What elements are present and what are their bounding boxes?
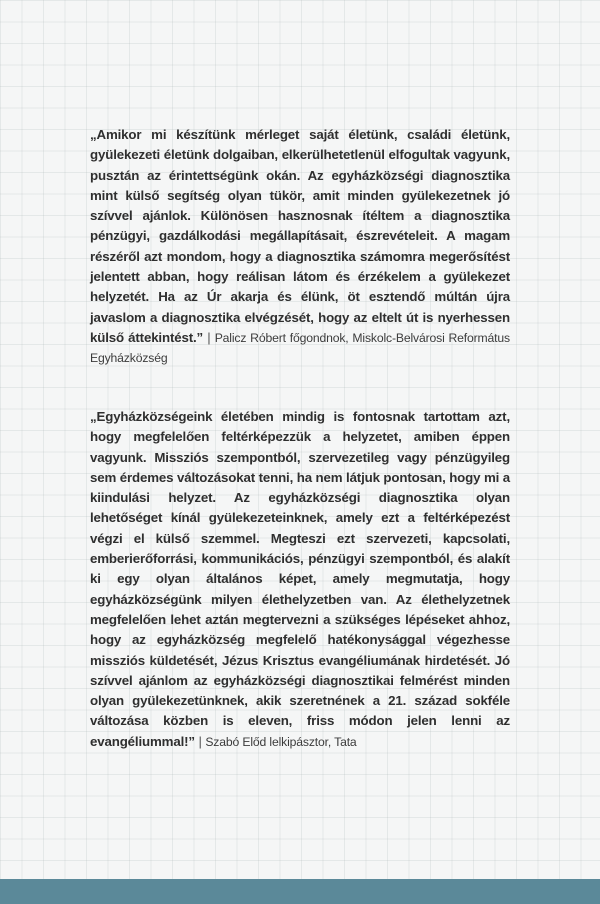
testimonial-1 [90,125,510,369]
testimonial-2 [90,407,510,752]
testimonial-2-separator: | [198,733,202,749]
testimonial-1-separator: | [207,329,211,345]
testimonial-2-text: „Egyházközségeink életében mindig is fontosnak tartottam azt, hogy megfelelően feltérképezzük a helyzetet, amiben éppen vagyunk. Missziós szempontból, szervezetileg vagy pénzügyileg sem érdemes változásokat tenni, ha nem látjuk pontosan, hogy mi a kiindulási helyzet. Az egyházközségi diagnosztika olyan lehetőséget kínál gyülekezeteinknek, amely ezt a feltérképezést végzi el külső szemmel. Megteszi ezt szervezeti, kapcsolati, emberierőforrási, kommunikációs, pénzügyi szempontból, és alakít ki egy olyan általános képet, amely megmutatja, hogy egyházközségünk milyen élethelyzetben van. Az élethelyzetnek megfelelően lehet aztán megtervezni a szükséges lépéseket ahhoz, hogy az egyházközség megfelelő hatékonysággal végezhesse missziós küldetését, Jézus Krisztus evangéliumának hirdetését. Jó szívvel ajánlom az egyházközségi diagnosztikai felmérést minden olyan gyülekezetünknek, akik szeretnének a 21. század sokféle változása közben is eleven, friss módon jelen lenni az evangéliummal!” [90,409,510,749]
testimonial-1-source: Palicz Róbert főgondnok, Miskolc-Belvárosi Református Egyházközség [90,330,510,366]
testimonial-2-source: Szabó Előd lelkipásztor, Tata [205,734,357,749]
testimonial-1-text: „Amikor mi készítünk mérleget saját életünk, családi életünk, gyülekezeti életünk dolgaiban, elkerülhetetlenül elfogultak vagyunk, pusztán az érintettségünk okán. Az egyházközségi diagnosztika mint külső segítség olyan tükör, amit minden gyülekezetnek jó szívvel ajánlok. Különösen hasznosnak ítéltem a diagnosztika pénzügyi, gazdálkodási megállapításait, észrevételeit. A magam részéről azt mondom, hogy a diagnosztika számomra megerősítést jelentett abban, hogy reálisan látom és érzékelem a gyülekezet helyzetét. Ha az Úr akarja és élünk, öt esztendő múltán újra javaslom a diagnosztika elvégzését, hogy az eltelt út is nyerhessen külső áttekintést.” [90,127,510,345]
footer-band [0,879,600,904]
